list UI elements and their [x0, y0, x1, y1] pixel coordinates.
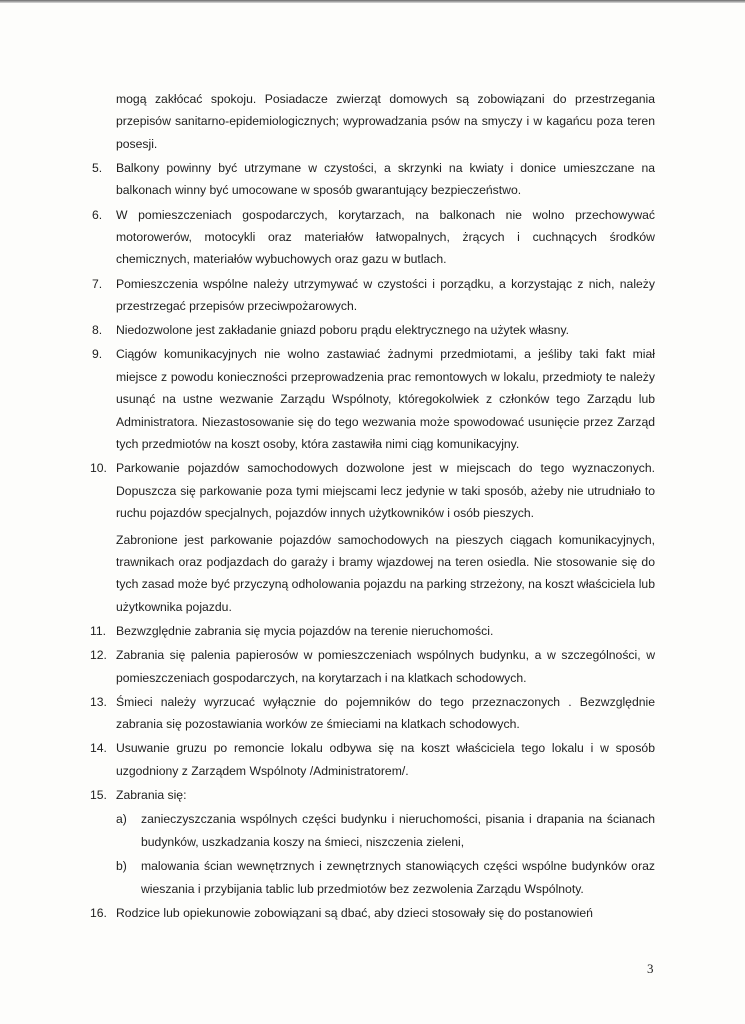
list-item-7	[92, 273, 655, 318]
item-text: Parkowanie pojazdów samochodowych dozwolone jest w miejscach do tego wyznaczonych. Dopuszcza się parkowanie poza tymi miejscami lecz jedynie w taki sposób, ażeby nie utrudniało to ruchu pojazdów specjalnych, pojazdów innych użytkowników i osób pieszych.	[116, 461, 655, 521]
sub-item-a	[116, 808, 655, 853]
item-text: W pomieszczeniach gospodarczych, korytarzach, na balkonach nie wolno przechowywać motorowerów, motocykli oraz materiałów łatwopalnych, żrących i cuchnących środków chemicznych, materiałów wybuchowych oraz gazu w butlach.	[116, 207, 655, 267]
item-number: 8.	[92, 323, 103, 338]
list-item-15	[92, 784, 655, 900]
item-number: 12.	[90, 648, 107, 663]
list-item-6	[92, 204, 655, 271]
sub-item-b	[116, 855, 655, 900]
item-text-second-paragraph: Zabronione jest parkowanie pojazdów samochodowych na pieszych ciągach komunikacyjnych, trawnikach oraz podjazdach do garaży i bramy wjazdowej na teren osiedla. Nie stosowanie się do tych zasad może być przyczyną odholowania pojazdu na parking strzeżony, na koszt właściciela lub użytkownika pojazdu.	[116, 532, 655, 614]
sub-item-text: malowania ścian wewnętrznych i zewnętrznych stanowiących części wspólne budynków oraz wieszania i przybijania tablic lub przedmiotów bez zezwolenia Zarządu Wspólnoty.	[141, 859, 655, 896]
item-number: 14.	[90, 741, 107, 756]
item-text: Usuwanie gruzu po remoncie lokalu odbywa się na koszt właściciela tego lokalu i w sposób uzgodniony z Zarządem Wspólnoty /Administratorem/.	[116, 741, 655, 778]
sub-item-letter: a)	[116, 812, 127, 827]
list-item-10	[92, 457, 655, 618]
list-item-8	[92, 319, 655, 341]
list-item-11	[92, 620, 655, 642]
list-item-12	[92, 644, 655, 689]
item-text: Rodzice lub opiekunowie zobowiązani są dbać, aby dzieci stosowały się do postanowień	[116, 905, 593, 920]
item-number: 9.	[92, 347, 103, 362]
scan-top-edge	[0, 0, 745, 3]
item-text: Śmieci należy wyrzucać wyłącznie do pojemników do tego przeznaczonych . Bezwzględnie zabrania się pozostawiania worków ze śmieciami na klatkach schodowych.	[116, 694, 655, 732]
item-text: Bezwzględnie zabrania się mycia pojazdów na terenie nieruchomości.	[116, 623, 494, 638]
item-text: Ciągów komunikacyjnych nie wolno zastawiać żadnymi przedmiotami, a jeśliby taki fakt miał miejsce z powodu konieczności przeprowadzenia prac remontowych w lokalu, przedmioty te należy usunąć na ustne wezwanie Zarządu Wspólnoty, któregokolwiek z członków tego Zarządu lub Administratora. Niezastosowanie się do tego wezwania może spowodować usunięcie przez Zarząd tych przedmiotów na koszt osoby, która zastawiła nimi ciąg komunikacyjny.	[116, 347, 655, 452]
list-item-13	[92, 691, 655, 736]
item-number: 13.	[90, 694, 107, 709]
list-item-5	[92, 157, 655, 202]
item-number: 6.	[92, 207, 103, 222]
item-number: 15.	[90, 787, 107, 802]
page-number: 3	[647, 961, 654, 976]
item-text: Zabrania się:	[116, 787, 187, 802]
item-text: Niedozwolone jest zakładanie gniazd poboru prądu elektrycznego na użytek własny.	[116, 323, 570, 338]
item-text: Balkony powinny być utrzymane w czystości, a skrzynki na kwiaty i donice umieszczane na balkonach winny być umocowane w sposób gwarantujący bezpieczeństwo.	[116, 161, 655, 198]
item-number: 10.	[90, 461, 107, 476]
list-item-9	[92, 343, 655, 455]
sub-item-text: zanieczyszczania wspólnych części budynku i nieruchomości, pisania i drapania na ścianach budynków, uszkadzania koszy na śmieci, niszczenia zieleni,	[141, 812, 655, 849]
item-number: 7.	[92, 276, 103, 291]
item-number: 16.	[90, 905, 107, 920]
document-body	[92, 88, 655, 924]
continued-paragraph: mogą zakłócać spokoju. Posiadacze zwierząt domowych są zobowiązani do przestrzegania przepisów sanitarno-epidemiologicznych; wyprowadzania psów na smyczy i w kagańcu poza teren posesji.	[116, 92, 655, 151]
item-number: 11.	[90, 623, 107, 638]
list-item-14	[92, 737, 655, 782]
sub-item-letter: b)	[116, 859, 127, 874]
item-text: Pomieszczenia wspólne należy utrzymywać w czystości i porządku, a korzystając z nich, należy przestrzegać przepisów przeciwpożarowych.	[116, 276, 655, 314]
list-item-16	[92, 902, 655, 924]
item-number: 5.	[92, 161, 103, 176]
item-text: Zabrania się palenia papierosów w pomieszczeniach wspólnych budynku, a w szczególności, w pomieszczeniach gospodarczych, na korytarzach i na klatkach schodowych.	[116, 648, 655, 685]
